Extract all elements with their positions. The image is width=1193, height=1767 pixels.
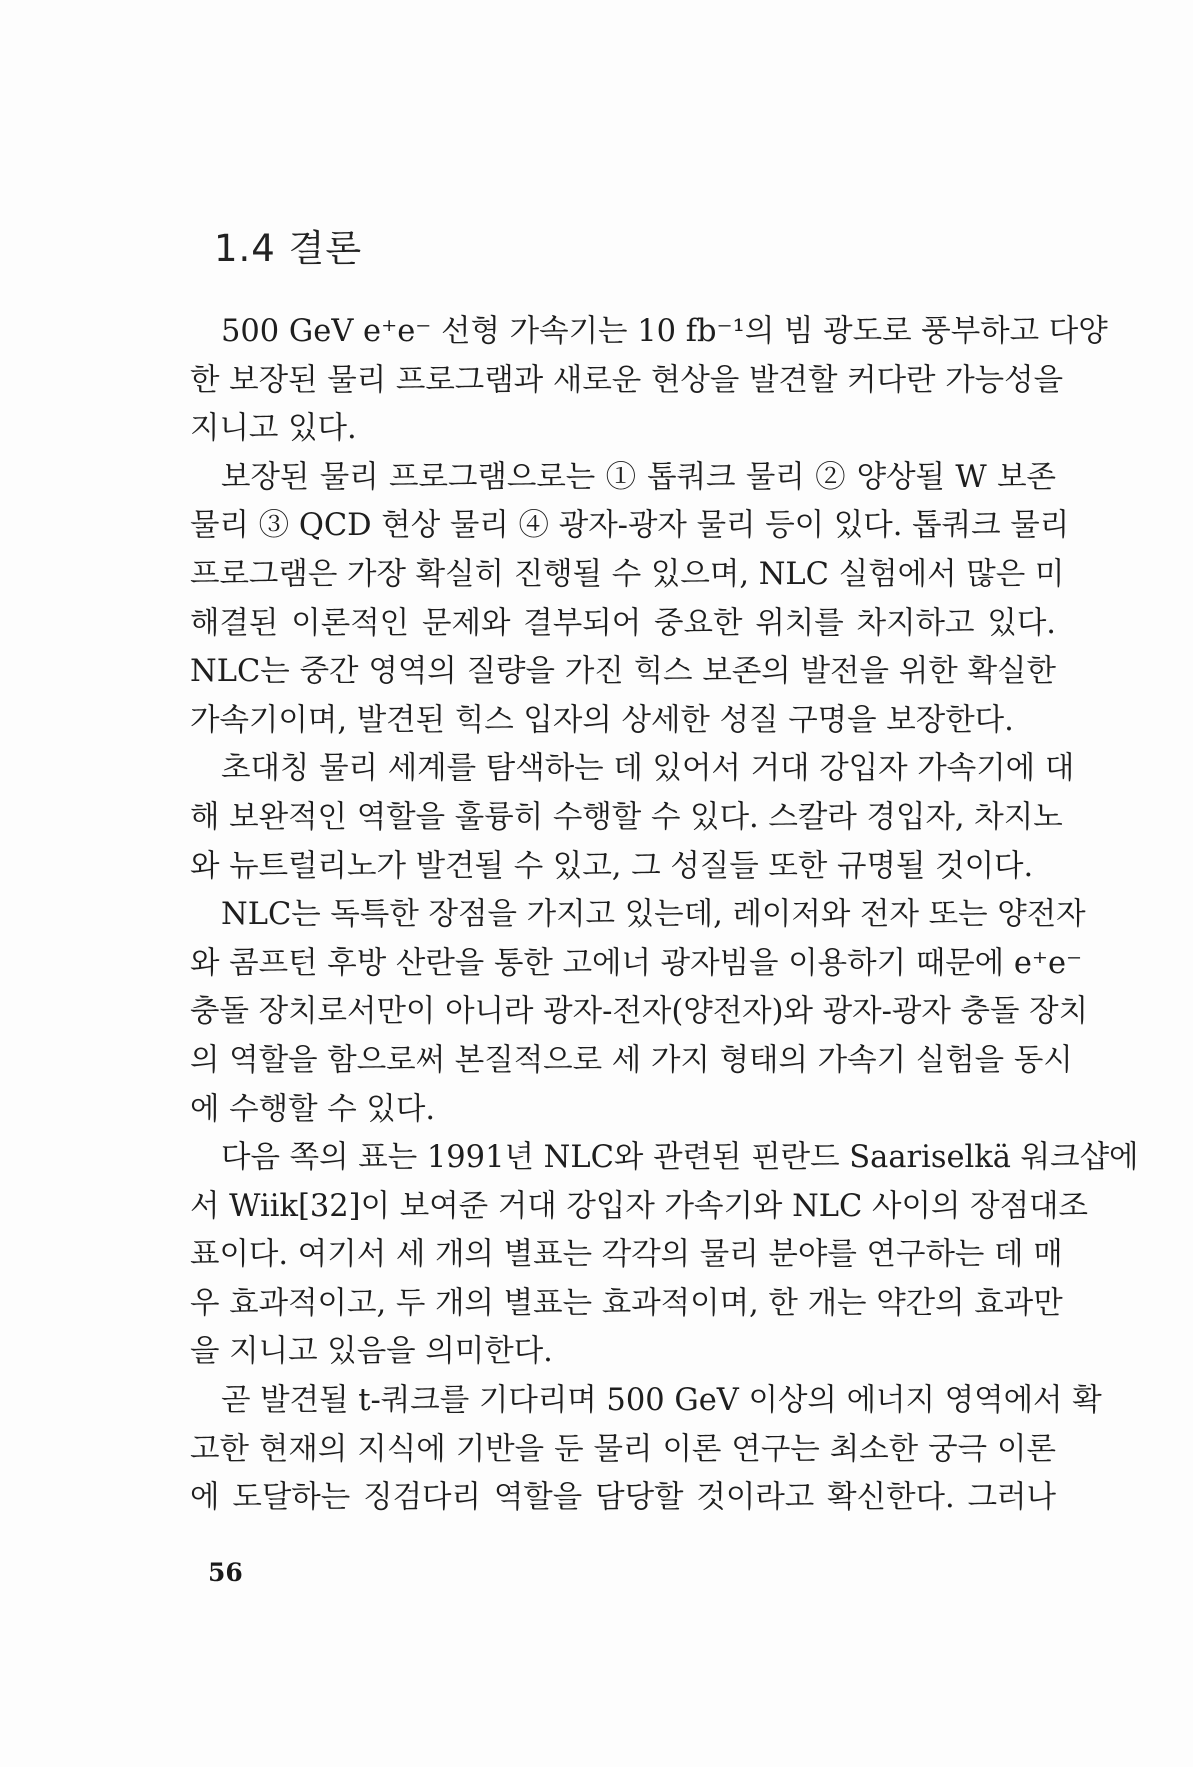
text-line: 곧 발견될 t-쿼크를 기다리며 500 GeV 이상의 에너지 영역에서 확 [221, 1383, 1102, 1419]
text-line: 보장된 물리 프로그램으로는 ① 톱쿼크 물리 ② 양상될 W 보존 [221, 459, 1056, 495]
text-line: 와 콤프턴 후방 산란을 통한 고에너 광자빔을 이용하기 때문에 e⁺e⁻ [190, 945, 1083, 981]
text-line: 서 Wiik[32]이 보여준 거대 강입자 가속기와 NLC 사이의 장점대조 [190, 1188, 1088, 1224]
text-line: 에 도달하는 징검다리 역할을 담당할 것이라고 확신한다. 그러나 [190, 1480, 1056, 1516]
text-line: 충돌 장치로서만이 아니라 광자-전자(양전자)와 광자-광자 충돌 장치 [190, 994, 1089, 1030]
text-line: 500 GeV e⁺e⁻ 선형 가속기는 10 fb⁻¹의 빔 광도로 풍부하고 다양 [221, 314, 1108, 349]
text-line: 와 뉴트럴리노가 발견될 수 있고, 그 성질들 또한 규명될 것이다. [190, 848, 1034, 884]
text-line: 지니고 있다. [190, 411, 357, 447]
text-line: 물리 ③ QCD 현상 물리 ④ 광자-광자 물리 등이 있다. 톱쿼크 물리 [190, 508, 1070, 544]
body-text [190, 308, 1139, 1523]
paragraph [190, 1377, 1102, 1523]
text-line: NLC는 중간 영역의 질량을 가진 힉스 보존의 발전을 위한 확실한 [190, 654, 1056, 690]
text-line: NLC는 독특한 장점을 가지고 있는데, 레이저와 전자 또는 양전자 [221, 897, 1086, 933]
text-line: 우 효과적이고, 두 개의 별표는 효과적이며, 한 개는 약간의 효과만 [190, 1285, 1063, 1321]
page-number: 56 [208, 1558, 243, 1587]
text-line: 을 지니고 있음을 의미한다. [190, 1334, 553, 1370]
paragraph [190, 891, 1089, 1134]
text-line: 다음 쪽의 표는 1991년 NLC와 관련된 핀란드 Saariselkä 워크샵에 [221, 1140, 1139, 1176]
text-line: 고한 현재의 지식에 기반을 둔 물리 이론 연구는 최소한 궁극 이론 [190, 1431, 1056, 1467]
text-line: 해결된 이론적인 문제와 결부되어 중요한 위치를 차지하고 있다. [190, 605, 1056, 641]
section-title: 1.4 결론 [214, 227, 363, 270]
paragraph [190, 454, 1070, 746]
text-line: 에 수행할 수 있다. [190, 1091, 436, 1127]
text-line: 프로그램은 가장 확실히 진행될 수 있으며, NLC 실험에서 많은 미 [190, 556, 1065, 592]
paragraph [190, 1134, 1139, 1377]
paragraph [190, 745, 1075, 891]
paragraph [190, 308, 1108, 454]
text-line: 의 역할을 함으로써 본질적으로 세 가지 형태의 가속기 실험을 동시 [190, 1042, 1073, 1078]
text-line: 초대칭 물리 세계를 탐색하는 데 있어서 거대 강입자 가속기에 대 [221, 751, 1075, 787]
text-line: 표이다. 여기서 세 개의 별표는 각각의 물리 분야를 연구하는 데 매 [190, 1237, 1063, 1273]
text-line: 해 보완적인 역할을 훌륭히 수행할 수 있다. 스칼라 경입자, 차지노 [190, 799, 1063, 835]
text-line: 한 보장된 물리 프로그램과 새로운 현상을 발견할 커다란 가능성을 [190, 362, 1064, 398]
text-line: 가속기이며, 발견된 힉스 입자의 상세한 성질 구명을 보장한다. [190, 702, 1014, 738]
